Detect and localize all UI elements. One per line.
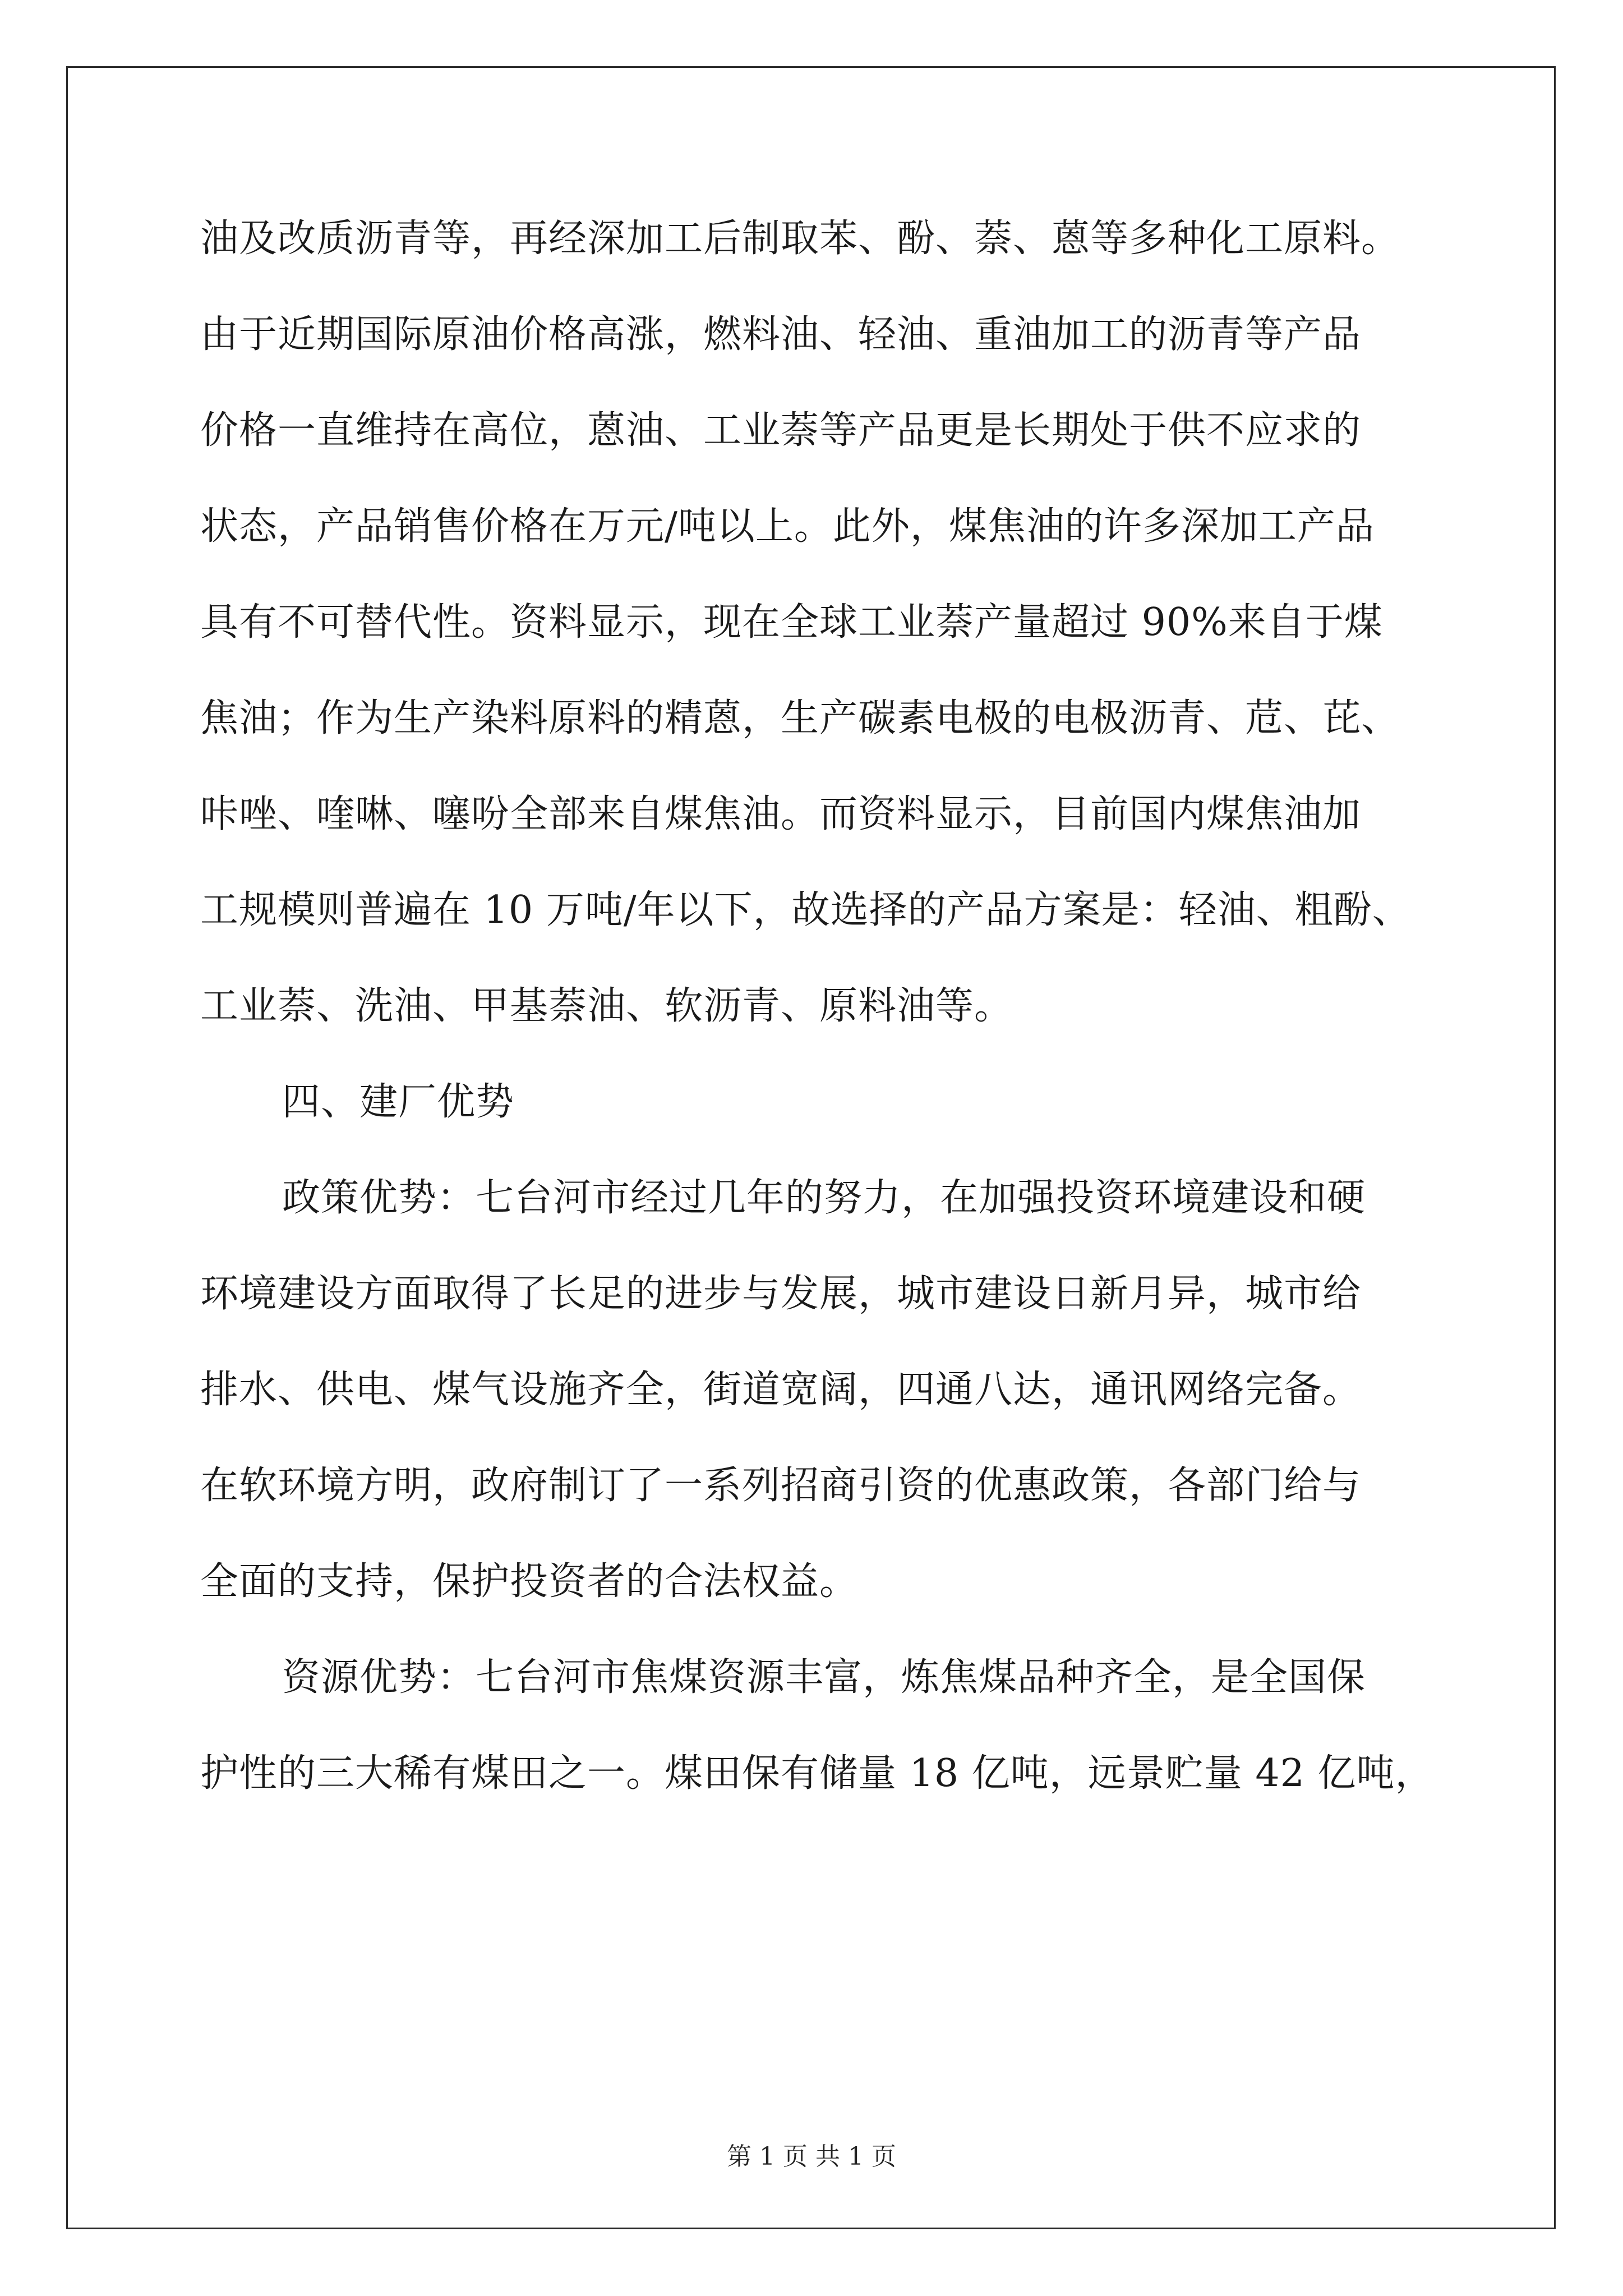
text-line: 价格一直维持在高位，蒽油、工业萘等产品更是长期处于供不应求的	[200, 408, 1362, 453]
text-line: 焦油；作为生产染料原料的精蒽，生产碳素电极的电极沥青、苊、芘、	[200, 696, 1400, 740]
text-line: 工规模则普遍在 10 万吨/年以下，故选择的产品方案是：轻油、粗酚、	[200, 888, 1411, 932]
text-line: 由于近期国际原油价格高涨，燃料油、轻油、重油加工的沥青等产品	[200, 312, 1362, 357]
text-line: 排水、供电、煤气设施齐全，街道宽阔，四通八达，通讯网络完备。	[200, 1368, 1362, 1412]
text-line: 在软环境方明，政府制订了一系列招商引资的优惠政策，各部门给与	[200, 1464, 1362, 1508]
text-line: 状态，产品销售价格在万元/吨以上。此外，煤焦油的许多深加工产品	[200, 504, 1375, 549]
paragraph-start-line: 政策优势：七台河市经过几年的努力，在加强投资环境建设和硬	[282, 1176, 1366, 1220]
text-line: 护性的三大稀有煤田之一。煤田保有储量 18 亿吨，远景贮量 42 亿吨，	[200, 1751, 1434, 1796]
text-line: 全面的支持，保护投资者的合法权益。	[200, 1559, 859, 1604]
text-line: 工业萘、洗油、甲基萘油、软沥青、原料油等。	[200, 984, 1013, 1028]
section-heading: 四、建厂优势	[282, 1080, 515, 1124]
text-line: 油及改质沥青等，再经深加工后制取苯、酚、萘、蒽等多种化工原料。	[200, 217, 1400, 261]
document-body	[200, 191, 1434, 1821]
paragraph-start-line: 资源优势：七台河市焦煤资源丰富，炼焦煤品种齐全，是全国保	[282, 1655, 1366, 1700]
page-footer: 第 1 页 共 1 页	[727, 2142, 896, 2171]
text-line: 具有不可替代性。资料显示，现在全球工业萘产量超过 90%来自于煤	[200, 600, 1383, 645]
text-line: 咔唑、喹啉、噻吩全部来自煤焦油。而资料显示，目前国内煤焦油加	[200, 792, 1362, 836]
text-line: 环境建设方面取得了长足的进步与发展，城市建设日新月异，城市给	[200, 1272, 1362, 1316]
